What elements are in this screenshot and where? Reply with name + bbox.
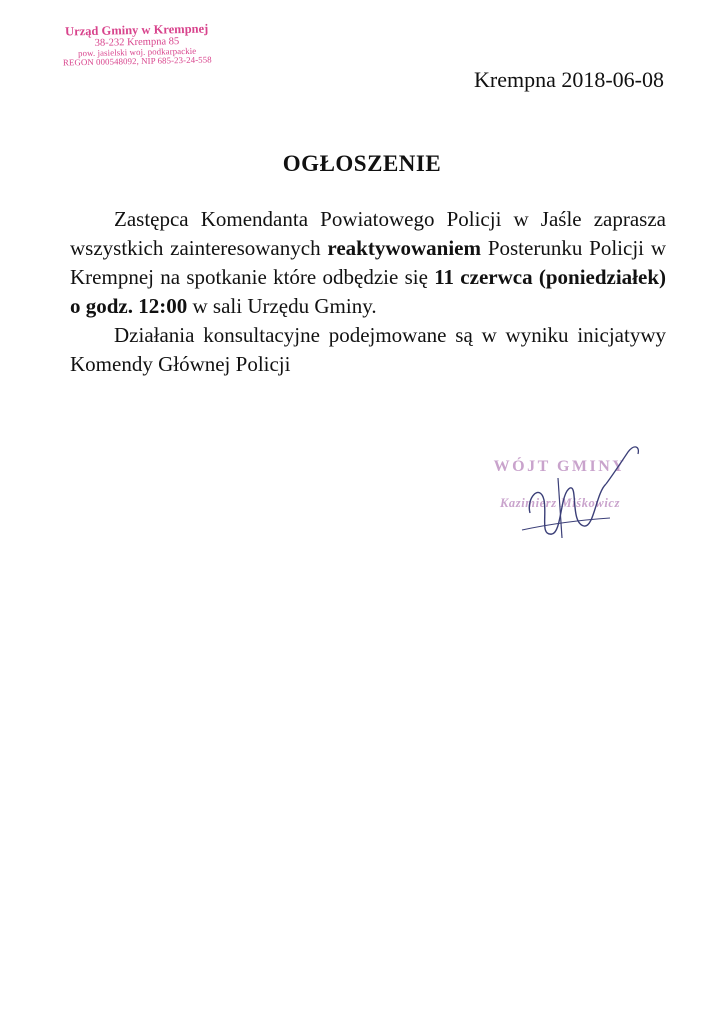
paragraph-text: Posterunku Policji w Krempnej na spotkanie które odbędzie się (70, 236, 666, 289)
stamp-region: pow. jasielski woj. podkarpackie (77, 45, 197, 59)
handwritten-signature (500, 438, 650, 548)
document-title: OGŁOSZENIE (282, 151, 442, 176)
document-body (70, 205, 666, 379)
signature-title: WÓJT GMINY (493, 458, 627, 475)
emphasis-meeting-date: 11 czerwca (poniedziałek) o godz. 12:00 (70, 265, 667, 318)
document-date: Krempna 2018-06-08 (473, 67, 664, 92)
stamp-office-name: Urząd Gminy w Krempnej (64, 21, 209, 39)
stamp-address: 38-232 Krempna 85 (94, 36, 180, 50)
paragraph-text: Zastępca Komendanta Powiatowego Policji w Jaśle zaprasza wszystkich zainteresowanych (70, 207, 666, 260)
stamp-ids: REGON 000548092, NIP 685-23-24-558 (62, 54, 212, 68)
signature-stroke (522, 518, 610, 530)
emphasis-reactivation: reaktywowaniem (327, 236, 481, 260)
office-stamp (42, 22, 233, 69)
paragraph-invitation (70, 205, 666, 321)
paragraph-text: w sali Urzędu Gminy. (187, 294, 377, 318)
signature-stroke (606, 447, 638, 484)
signature-name: Kazimierz Miśkowicz (499, 496, 621, 510)
paragraph-consultation: Działania konsultacyjne podejmowane są w wyniku inicjatywy Komendy Głównej Policji (70, 323, 666, 376)
